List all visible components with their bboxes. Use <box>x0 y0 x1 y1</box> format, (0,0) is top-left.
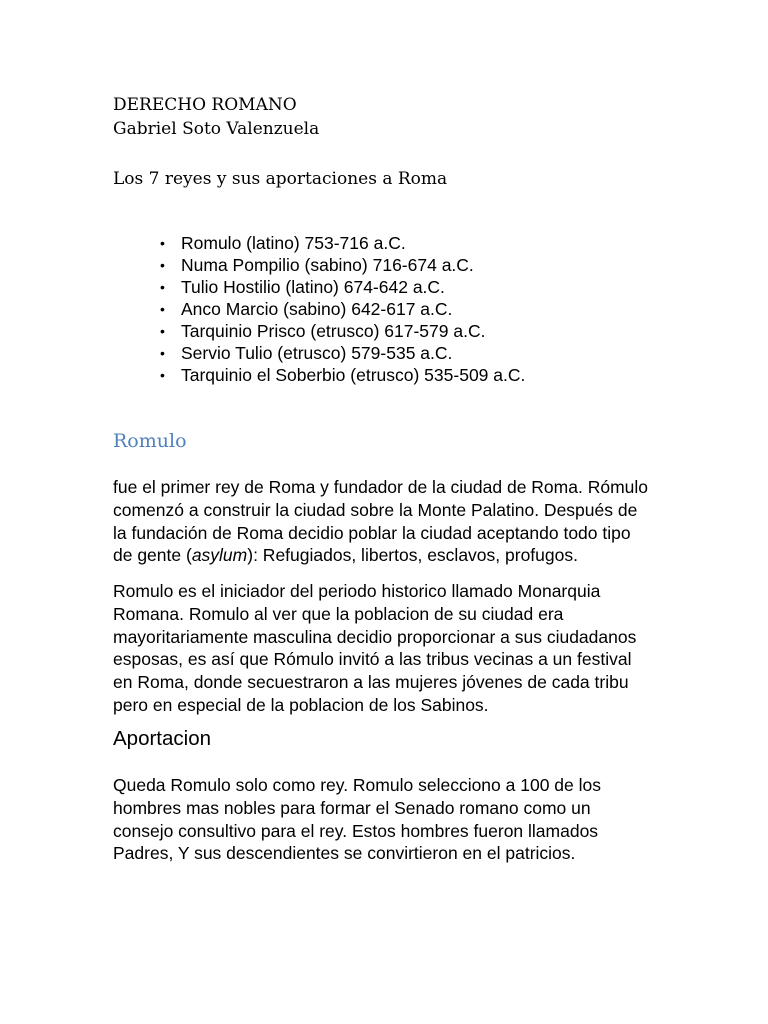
list-item-text: Numa Pompilio (sabino) 716-674 a.C. <box>181 255 474 275</box>
list-item-text: Tarquinio Prisco (etrusco) 617-579 a.C. <box>181 321 486 341</box>
paragraph-line: pero en especial de la poblacion de los Sabinos. <box>113 694 489 715</box>
paragraph-line: en Roma, donde secuestraron a las mujeres jóvenes de cada tribu <box>113 672 629 693</box>
paragraph-line: esposas, es así que Rómulo invitó a las tribus vecinas a un festival <box>113 649 632 670</box>
list-item <box>160 298 525 320</box>
aportacion-paragraph <box>113 774 673 865</box>
bullet-icon: • <box>160 345 165 361</box>
paragraph-text: de gente ( <box>113 545 192 566</box>
paragraph-line: mayoritariamente masculina decidio proporcionar a sus ciudadanos <box>113 626 637 647</box>
document-title: DERECHO ROMANO <box>113 95 297 115</box>
bullet-icon: • <box>160 367 165 383</box>
list-item-text: Tarquinio el Soberbio (etrusco) 535-509 a.C. <box>181 365 526 385</box>
romulo-paragraph-1 <box>113 476 673 567</box>
paragraph-line: la fundación de Roma decidio poblar la ciudad aceptando todo tipo <box>113 522 631 543</box>
section-heading-romulo: Romulo <box>113 430 187 452</box>
bullet-icon: • <box>160 301 165 317</box>
list-item <box>160 364 525 386</box>
paragraph-line: comenzó a construir la ciudad sobre la Monte Palatino. Después de <box>113 499 638 520</box>
bullet-icon: • <box>160 323 165 339</box>
list-item <box>160 320 525 342</box>
bullet-icon: • <box>160 279 165 295</box>
list-item-text: Anco Marcio (sabino) 642-617 a.C. <box>181 299 453 319</box>
list-item <box>160 342 525 364</box>
paragraph-line: fue el primer rey de Roma y fundador de la ciudad de Roma. Rómulo <box>113 477 648 497</box>
list-item-text: Romulo (latino) 753-716 a.C. <box>181 233 406 253</box>
kings-list <box>160 232 525 386</box>
paragraph-line: Romana. Romulo al ver que la poblacion de su ciudad era <box>113 603 564 624</box>
italic-term: asylum <box>191 545 248 566</box>
paragraph-line: Queda Romulo solo como rey. Romulo selecciono a 100 de los <box>113 775 601 795</box>
document-author: Gabriel Soto Valenzuela <box>113 119 320 139</box>
paragraph-line: Padres, Y sus descendientes se convirtieron en el patricios. <box>113 843 576 864</box>
bullet-icon: • <box>160 257 165 273</box>
paragraph-line <box>113 544 673 567</box>
list-item <box>160 276 525 298</box>
paragraph-line: hombres mas nobles para formar el Senado romano como un <box>113 797 591 818</box>
list-item-text: Servio Tulio (etrusco) 579-535 a.C. <box>181 343 453 363</box>
list-item <box>160 232 525 254</box>
paragraph-text: ): Refugiados, libertos, esclavos, profugos. <box>247 545 578 566</box>
list-item-text: Tulio Hostilio (latino) 674-642 a.C. <box>181 277 445 297</box>
list-item <box>160 254 525 276</box>
paragraph-line: Romulo es el iniciador del periodo historico llamado Monarquia <box>113 581 601 601</box>
paragraph-line: consejo consultivo para el rey. Estos hombres fueron llamados <box>113 820 599 841</box>
bullet-icon: • <box>160 235 165 251</box>
romulo-paragraph-2 <box>113 580 673 717</box>
document-subtitle: Los 7 reyes y sus aportaciones a Roma <box>113 169 448 189</box>
section-heading-aportacion: Aportacion <box>113 727 212 750</box>
